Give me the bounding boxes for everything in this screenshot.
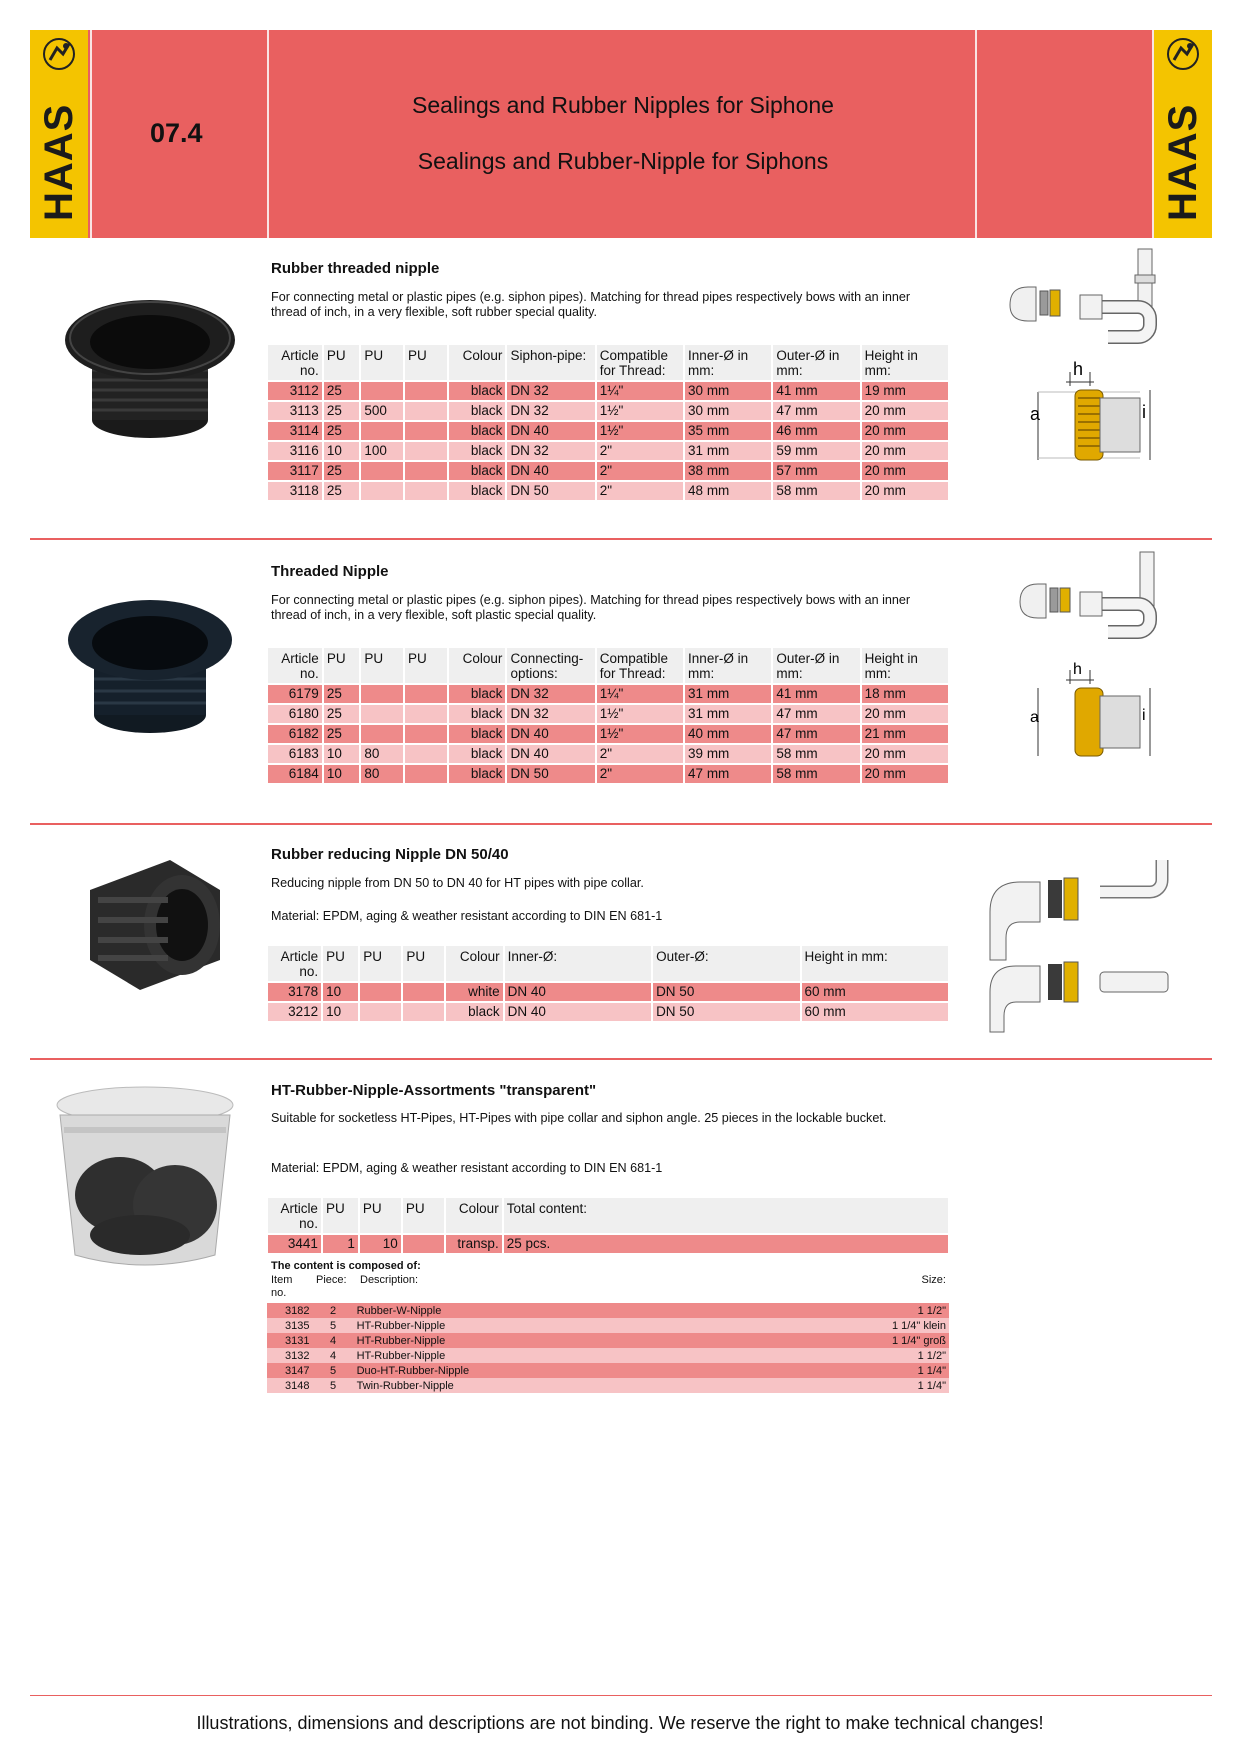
column-header: Compatible for Thread: bbox=[597, 345, 683, 380]
section-material: Material: EPDM, aging & weather resistant according to DIN EN 681-1 bbox=[271, 1161, 663, 1175]
dimension-label-i: i bbox=[1142, 707, 1146, 724]
product-table bbox=[266, 646, 950, 785]
table-cell bbox=[403, 1003, 444, 1021]
column-header: Colour bbox=[446, 946, 502, 981]
content-row bbox=[267, 1348, 949, 1363]
column-header: Colour bbox=[449, 648, 506, 683]
content-cell: 4 bbox=[313, 1333, 354, 1348]
table-cell: 19 mm bbox=[862, 382, 948, 400]
logo-brand-text: HAAS bbox=[1161, 103, 1205, 221]
table-cell: 10 bbox=[324, 745, 360, 763]
content-cell: 4 bbox=[313, 1348, 354, 1363]
column-header: PU bbox=[361, 345, 403, 380]
table-cell: 46 mm bbox=[773, 422, 859, 440]
table-cell: 39 mm bbox=[685, 745, 771, 763]
content-cell: 3131 bbox=[267, 1333, 313, 1348]
table-cell: 30 mm bbox=[685, 382, 771, 400]
table-cell: 80 bbox=[361, 745, 403, 763]
column-header: PU bbox=[324, 345, 360, 380]
section-description: For connecting metal or plastic pipes (e.g. siphon pipes). Matching for thread pipes respectively bows with an inner thread of inch, in a very flexible, soft plastic special quality. bbox=[271, 593, 911, 622]
column-header: PU bbox=[405, 648, 447, 683]
table-cell: 21 mm bbox=[862, 725, 948, 743]
table-row bbox=[268, 983, 948, 1001]
table-cell: 3178 bbox=[268, 983, 321, 1001]
table-cell: 41 mm bbox=[773, 685, 859, 703]
table-row bbox=[268, 725, 948, 743]
table-header-row bbox=[268, 1198, 948, 1233]
content-cell: 3135 bbox=[267, 1318, 313, 1333]
rubber-reducing-nipple-photo bbox=[70, 850, 240, 1000]
column-header: Colour bbox=[449, 345, 506, 380]
table-cell: DN 32 bbox=[507, 705, 594, 723]
column-header: Article no. bbox=[268, 345, 322, 380]
table-cell: 6184 bbox=[268, 765, 322, 783]
content-cell: Duo-HT-Rubber-Nipple bbox=[354, 1363, 749, 1378]
table-cell: black bbox=[449, 462, 506, 480]
table-cell: 47 mm bbox=[773, 402, 859, 420]
table-cell: 1¼" bbox=[597, 685, 683, 703]
table-cell bbox=[360, 983, 401, 1001]
table-cell: 500 bbox=[361, 402, 403, 420]
table-cell: 31 mm bbox=[685, 705, 771, 723]
table-cell bbox=[361, 422, 403, 440]
content-cell: Twin-Rubber-Nipple bbox=[354, 1378, 749, 1393]
table-cell: 59 mm bbox=[773, 442, 859, 460]
table-cell: black bbox=[449, 442, 506, 460]
content-cell: HT-Rubber-Nipple bbox=[354, 1333, 749, 1348]
table-cell: 47 mm bbox=[773, 725, 859, 743]
table-cell: 10 bbox=[323, 983, 358, 1001]
footer-disclaimer: Illustrations, dimensions and descriptions are not binding. We reserve the right to make technical changes! bbox=[196, 1713, 1044, 1733]
table-cell bbox=[361, 725, 403, 743]
logo-brand-text: HAAS bbox=[37, 103, 81, 221]
content-cell: 1 1/2" bbox=[748, 1303, 949, 1318]
table-cell: 25 bbox=[324, 685, 360, 703]
table-cell: 31 mm bbox=[685, 442, 771, 460]
table-cell: 58 mm bbox=[773, 765, 859, 783]
table-cell bbox=[405, 765, 447, 783]
table-row bbox=[268, 685, 948, 703]
table-cell: DN 40 bbox=[507, 745, 594, 763]
table-cell: 20 mm bbox=[862, 442, 948, 460]
table-cell: DN 50 bbox=[653, 1003, 799, 1021]
product-table bbox=[266, 944, 950, 1023]
content-cell: 1 1/2" bbox=[748, 1348, 949, 1363]
table-row bbox=[268, 745, 948, 763]
table-row bbox=[268, 442, 948, 460]
content-cell: 1 1/4" bbox=[748, 1378, 949, 1393]
haas-logo-right bbox=[1154, 30, 1212, 238]
table-cell: 25 bbox=[324, 462, 360, 480]
table-cell: 47 mm bbox=[773, 705, 859, 723]
content-cell: 2 bbox=[313, 1303, 354, 1318]
column-header: Outer-Ø: bbox=[653, 946, 799, 981]
table-cell: white bbox=[446, 983, 502, 1001]
threaded-nipple-photo bbox=[62, 585, 238, 760]
column-header: PU bbox=[324, 648, 360, 683]
table-cell: black bbox=[449, 402, 506, 420]
table-cell: black bbox=[449, 685, 506, 703]
content-column-header: Piece: bbox=[316, 1274, 347, 1286]
dimension-label-a: a bbox=[1030, 404, 1041, 424]
column-header: PU bbox=[403, 1198, 444, 1233]
table-row bbox=[268, 402, 948, 420]
table-cell: black bbox=[449, 382, 506, 400]
table-cell: 2" bbox=[597, 765, 683, 783]
table-header-row bbox=[268, 648, 948, 683]
content-row bbox=[267, 1378, 949, 1393]
assortment-content-table bbox=[267, 1303, 949, 1393]
table-row bbox=[268, 422, 948, 440]
column-header: Article no. bbox=[268, 946, 321, 981]
section-title: Rubber threaded nipple bbox=[271, 260, 440, 277]
table-cell bbox=[361, 705, 403, 723]
nipple-dimension-diagram bbox=[1030, 660, 1180, 760]
column-header: PU bbox=[323, 946, 358, 981]
table-cell: black bbox=[449, 725, 506, 743]
table-cell: DN 50 bbox=[653, 983, 799, 1001]
table-cell: 60 mm bbox=[802, 1003, 949, 1021]
section-description: Suitable for socketless HT-Pipes, HT-Pipes with pipe collar and siphon angle. 25 pieces in the lockable bucket. bbox=[271, 1111, 887, 1125]
table-cell bbox=[405, 685, 447, 703]
table-cell: 1½" bbox=[597, 422, 683, 440]
table-cell: 2" bbox=[597, 442, 683, 460]
column-header: Inner-Ø: bbox=[505, 946, 651, 981]
content-cell: 5 bbox=[313, 1378, 354, 1393]
table-cell: 58 mm bbox=[773, 745, 859, 763]
table-cell: 25 bbox=[324, 725, 360, 743]
content-row bbox=[267, 1333, 949, 1348]
table-cell bbox=[403, 983, 444, 1001]
table-cell bbox=[403, 1235, 444, 1253]
content-cell: 5 bbox=[313, 1318, 354, 1333]
product-table bbox=[266, 1196, 950, 1255]
table-cell: 80 bbox=[361, 765, 403, 783]
table-cell: DN 32 bbox=[507, 402, 594, 420]
column-header: Compatible for Thread: bbox=[597, 648, 683, 683]
header-divider bbox=[975, 30, 977, 238]
dimension-label-h: h bbox=[1073, 661, 1082, 678]
content-row bbox=[267, 1303, 949, 1318]
table-cell bbox=[405, 725, 447, 743]
siphon-installation-diagram bbox=[1000, 245, 1170, 355]
table-cell: 20 mm bbox=[862, 422, 948, 440]
table-cell: 1½" bbox=[597, 402, 683, 420]
table-cell: 25 bbox=[324, 402, 360, 420]
column-header: Outer-Ø in mm: bbox=[773, 345, 859, 380]
table-cell: 10 bbox=[324, 765, 360, 783]
content-cell: 3182 bbox=[267, 1303, 313, 1318]
table-row bbox=[268, 482, 948, 500]
table-header-row bbox=[268, 946, 948, 981]
table-cell: black bbox=[449, 745, 506, 763]
table-cell: 40 mm bbox=[685, 725, 771, 743]
table-cell: 20 mm bbox=[862, 745, 948, 763]
column-header: Height in mm: bbox=[802, 946, 949, 981]
table-cell: black bbox=[449, 482, 506, 500]
table-cell: 3118 bbox=[268, 482, 322, 500]
chapter-number: 07.4 bbox=[150, 118, 203, 148]
column-header: Total content: bbox=[504, 1198, 948, 1233]
content-row bbox=[267, 1318, 949, 1333]
table-cell: 1½" bbox=[597, 725, 683, 743]
table-cell: DN 50 bbox=[507, 765, 594, 783]
rubber-threaded-nipple-photo bbox=[60, 280, 240, 465]
table-cell: black bbox=[446, 1003, 502, 1021]
table-row bbox=[268, 382, 948, 400]
table-row bbox=[268, 1235, 948, 1253]
table-cell: 3116 bbox=[268, 442, 322, 460]
section-description: Reducing nipple from DN 50 to DN 40 for HT pipes with pipe collar. bbox=[271, 876, 644, 890]
table-row bbox=[268, 1003, 948, 1021]
content-cell: 1 1/4" groß bbox=[748, 1333, 949, 1348]
table-cell: black bbox=[449, 765, 506, 783]
table-cell: 31 mm bbox=[685, 685, 771, 703]
table-cell: 6183 bbox=[268, 745, 322, 763]
dimension-label-a: a bbox=[1030, 709, 1039, 726]
table-cell: 3212 bbox=[268, 1003, 321, 1021]
content-cell: 1 1/4" klein bbox=[748, 1318, 949, 1333]
footer-separator bbox=[30, 1695, 1212, 1696]
table-cell bbox=[405, 705, 447, 723]
table-cell: 41 mm bbox=[773, 382, 859, 400]
header-divider bbox=[267, 30, 269, 238]
table-cell: 6179 bbox=[268, 685, 322, 703]
table-cell: 35 mm bbox=[685, 422, 771, 440]
table-cell: 3113 bbox=[268, 402, 322, 420]
section-material: Material: EPDM, aging & weather resistant according to DIN EN 681-1 bbox=[271, 909, 663, 923]
table-cell: 10 bbox=[360, 1235, 401, 1253]
table-header-row bbox=[268, 345, 948, 380]
column-header: PU bbox=[405, 345, 447, 380]
table-cell: 3112 bbox=[268, 382, 322, 400]
table-cell bbox=[361, 482, 403, 500]
table-cell: 38 mm bbox=[685, 462, 771, 480]
table-cell bbox=[405, 382, 447, 400]
table-cell: black bbox=[449, 705, 506, 723]
table-cell: DN 32 bbox=[507, 685, 594, 703]
table-cell: 47 mm bbox=[685, 765, 771, 783]
table-cell: DN 32 bbox=[507, 442, 594, 460]
table-cell bbox=[405, 442, 447, 460]
content-cell: Rubber-W-Nipple bbox=[354, 1303, 749, 1318]
table-cell bbox=[405, 462, 447, 480]
dimension-label-i: i bbox=[1142, 402, 1146, 422]
content-column-header: Size: bbox=[921, 1274, 946, 1286]
table-cell: DN 40 bbox=[507, 725, 594, 743]
column-header: Article no. bbox=[268, 1198, 321, 1233]
table-cell: 25 bbox=[324, 482, 360, 500]
content-cell: 1 1/4" bbox=[748, 1363, 949, 1378]
table-cell: black bbox=[449, 422, 506, 440]
section-title: Rubber reducing Nipple DN 50/40 bbox=[271, 846, 509, 863]
table-cell bbox=[361, 382, 403, 400]
column-header: Height in mm: bbox=[862, 345, 948, 380]
table-cell: 10 bbox=[324, 442, 360, 460]
siphon-installation-diagram bbox=[1010, 548, 1170, 648]
table-cell: 20 mm bbox=[862, 482, 948, 500]
table-cell: 10 bbox=[323, 1003, 358, 1021]
column-header: PU bbox=[361, 648, 403, 683]
table-cell: DN 50 bbox=[507, 482, 594, 500]
table-cell: 2" bbox=[597, 462, 683, 480]
section-separator bbox=[30, 1058, 1212, 1060]
assortment-bucket-photo bbox=[50, 1085, 240, 1270]
table-cell: 48 mm bbox=[685, 482, 771, 500]
haas-logo-left bbox=[30, 30, 88, 238]
table-cell: 20 mm bbox=[862, 765, 948, 783]
column-header: Outer-Ø in mm: bbox=[773, 648, 859, 683]
page-subtitle: Sealings and Rubber-Nipple for Siphons bbox=[417, 148, 829, 174]
content-heading: The content is composed of: bbox=[271, 1260, 421, 1272]
product-table bbox=[266, 343, 950, 502]
table-row bbox=[268, 705, 948, 723]
table-cell bbox=[361, 462, 403, 480]
content-cell: 5 bbox=[313, 1363, 354, 1378]
table-cell: DN 40 bbox=[507, 422, 594, 440]
section-separator bbox=[30, 538, 1212, 540]
table-cell: 20 mm bbox=[862, 705, 948, 723]
content-cell: 3132 bbox=[267, 1348, 313, 1363]
content-cell: 3147 bbox=[267, 1363, 313, 1378]
table-cell bbox=[405, 402, 447, 420]
reducing-nipple-installation-diagram bbox=[980, 852, 1180, 1032]
table-cell: 1½" bbox=[597, 705, 683, 723]
page-title: Sealings and Rubber Nipples for Siphone bbox=[412, 92, 834, 118]
table-cell: 20 mm bbox=[862, 462, 948, 480]
table-cell: 25 pcs. bbox=[504, 1235, 948, 1253]
content-column-header: Item no. bbox=[271, 1274, 293, 1299]
table-cell: 25 bbox=[324, 705, 360, 723]
table-cell: DN 40 bbox=[505, 983, 651, 1001]
table-cell: 1¼" bbox=[597, 382, 683, 400]
table-cell: 1 bbox=[323, 1235, 358, 1253]
nipple-dimension-diagram bbox=[1030, 360, 1180, 465]
column-header: Inner-Ø in mm: bbox=[685, 345, 771, 380]
table-cell: 100 bbox=[361, 442, 403, 460]
column-header: Colour bbox=[446, 1198, 502, 1233]
table-cell bbox=[405, 422, 447, 440]
table-cell bbox=[361, 685, 403, 703]
table-cell: 30 mm bbox=[685, 402, 771, 420]
header-divider bbox=[90, 30, 92, 238]
table-cell: 3117 bbox=[268, 462, 322, 480]
content-column-header: Description: bbox=[360, 1274, 419, 1286]
content-cell: 3148 bbox=[267, 1378, 313, 1393]
table-cell bbox=[405, 745, 447, 763]
column-header: Inner-Ø in mm: bbox=[685, 648, 771, 683]
column-header: Connecting-options: bbox=[507, 648, 594, 683]
table-cell: 6182 bbox=[268, 725, 322, 743]
section-separator bbox=[30, 823, 1212, 825]
table-row bbox=[268, 765, 948, 783]
section-description: For connecting metal or plastic pipes (e.g. siphon pipes). Matching for thread pipes respectively bows with an inner thread of inch, in a very flexible, soft rubber special quality. bbox=[271, 290, 911, 319]
content-cell: HT-Rubber-Nipple bbox=[354, 1348, 749, 1363]
table-cell: 3114 bbox=[268, 422, 322, 440]
table-cell: 60 mm bbox=[802, 983, 949, 1001]
section-title: HT-Rubber-Nipple-Assortments "transparent" bbox=[271, 1082, 597, 1099]
table-cell: 20 mm bbox=[862, 402, 948, 420]
column-header: PU bbox=[403, 946, 444, 981]
column-header: Siphon-pipe: bbox=[507, 345, 594, 380]
table-cell: 6180 bbox=[268, 705, 322, 723]
table-cell: 3441 bbox=[268, 1235, 321, 1253]
column-header: PU bbox=[360, 1198, 401, 1233]
column-header: PU bbox=[323, 1198, 358, 1233]
section-title: Threaded Nipple bbox=[271, 563, 389, 580]
content-row bbox=[267, 1363, 949, 1378]
table-cell: 2" bbox=[597, 482, 683, 500]
table-cell: 25 bbox=[324, 422, 360, 440]
column-header: PU bbox=[360, 946, 401, 981]
table-row bbox=[268, 462, 948, 480]
content-cell: HT-Rubber-Nipple bbox=[354, 1318, 749, 1333]
table-cell: DN 32 bbox=[507, 382, 594, 400]
page-header bbox=[30, 30, 1212, 238]
table-cell: 25 bbox=[324, 382, 360, 400]
table-cell: DN 40 bbox=[507, 462, 594, 480]
table-cell bbox=[360, 1003, 401, 1021]
table-cell: DN 40 bbox=[505, 1003, 651, 1021]
column-header: Height in mm: bbox=[862, 648, 948, 683]
table-cell: 57 mm bbox=[773, 462, 859, 480]
table-cell: 2" bbox=[597, 745, 683, 763]
table-cell: transp. bbox=[446, 1235, 502, 1253]
table-cell: 58 mm bbox=[773, 482, 859, 500]
table-cell bbox=[405, 482, 447, 500]
dimension-label-h: h bbox=[1073, 359, 1084, 379]
column-header: Article no. bbox=[268, 648, 322, 683]
table-cell: 18 mm bbox=[862, 685, 948, 703]
